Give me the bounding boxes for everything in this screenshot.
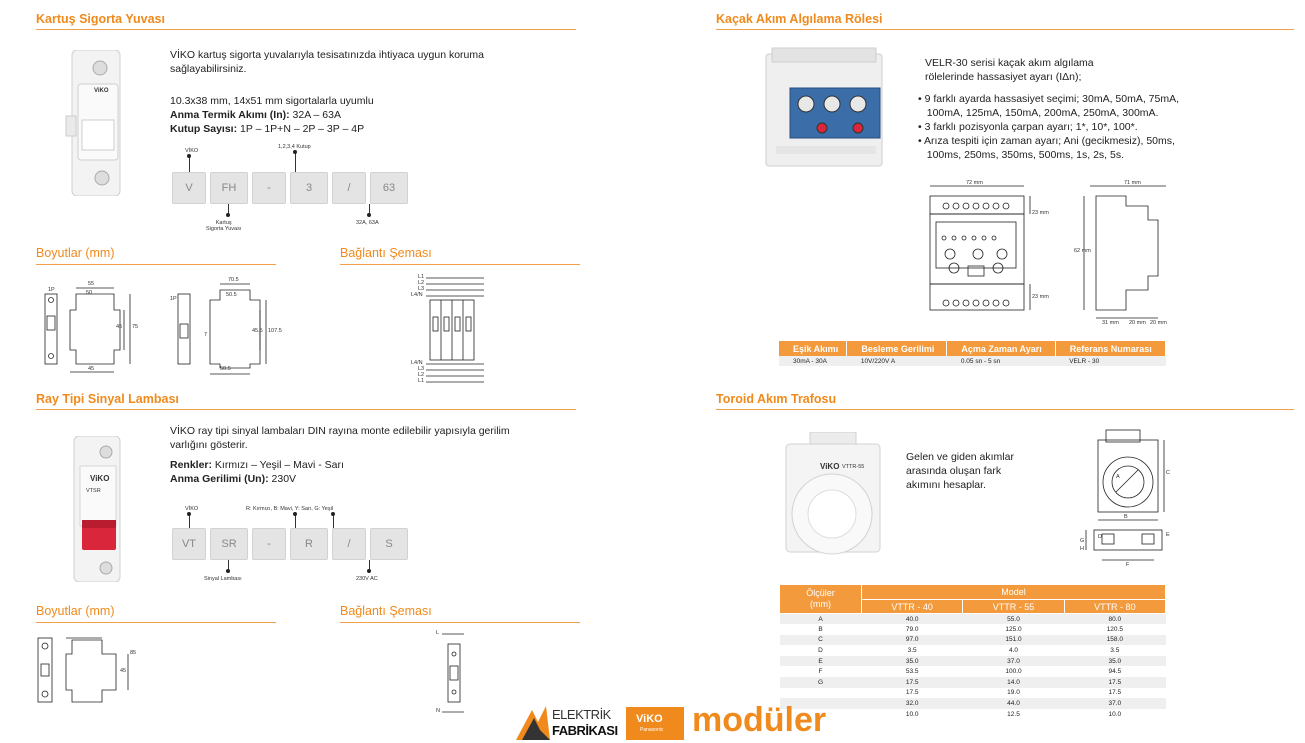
relay-table-cell: 0.05 sn - 5 sn bbox=[947, 356, 1055, 366]
fuse-poles-value: 1P – 1P+N – 2P – 3P – 4P bbox=[237, 123, 365, 135]
toroid-table-cell: 44.0 bbox=[963, 698, 1064, 709]
signal-lamp-image bbox=[66, 436, 130, 582]
relay-device-image bbox=[764, 46, 884, 172]
fuse-code-cell: - bbox=[252, 172, 286, 204]
toroid-table-cell: 3.5 bbox=[1064, 645, 1165, 656]
relay-table-cell: 30mA - 30A bbox=[779, 356, 847, 366]
fuse-code-boxes bbox=[172, 172, 408, 204]
fuse-dim-label: 70.5 bbox=[228, 277, 239, 283]
fuse-code-top-mid: 1,2,3,4 Kutup bbox=[278, 144, 311, 150]
toroid-table-cell: F bbox=[780, 666, 862, 677]
lamp-wiring-title: Bağlantı Şeması bbox=[340, 604, 580, 623]
logo-line-2: FABRİKASI bbox=[552, 723, 618, 738]
toroid-section-title: Toroid Akım Trafosu bbox=[716, 392, 1294, 410]
fuse-wiring-label: L4/N bbox=[411, 360, 423, 366]
toroid-table-cell: 125.0 bbox=[963, 624, 1064, 635]
elektrik-fabrikasi-logo bbox=[516, 705, 626, 741]
toroid-table-cell: 158.0 bbox=[1064, 635, 1165, 646]
lamp-colors-value: Kırmızı – Yeşil – Mavi - Sarı bbox=[212, 459, 344, 471]
fuse-dim-label: 55 bbox=[88, 281, 95, 287]
toroid-table-cell: 17.5 bbox=[1064, 688, 1165, 699]
lamp-voltage bbox=[170, 472, 296, 486]
lamp-wiring-label: L bbox=[436, 630, 440, 636]
fuse-code-cell: / bbox=[332, 172, 366, 204]
toroid-table-cell bbox=[780, 688, 862, 699]
toroid-table-cell: 53.5 bbox=[862, 666, 963, 677]
toroid-table-row bbox=[780, 709, 1166, 720]
toroid-table-cell: 151.0 bbox=[963, 635, 1064, 646]
fuse-wiring-label: L2 bbox=[418, 372, 425, 378]
lamp-code-cell: / bbox=[332, 528, 366, 560]
toroid-table-row bbox=[780, 677, 1166, 688]
toroid-table-cell: 17.5 bbox=[862, 677, 963, 688]
toroid-spec-table bbox=[779, 584, 1166, 719]
toroid-table-cell: 3.5 bbox=[862, 645, 963, 656]
fuse-wiring-label: L1 bbox=[418, 274, 425, 280]
fuse-wiring-label: L3 bbox=[418, 286, 425, 292]
toroid-table-cell: G bbox=[780, 677, 862, 688]
lamp-dims-title: Boyutlar (mm) bbox=[36, 604, 276, 623]
lamp-code-cell: S bbox=[370, 528, 408, 560]
toroid-desc-line: Gelen ve giden akımlar bbox=[906, 451, 1014, 463]
toroid-table-row bbox=[780, 645, 1166, 656]
lamp-code-cell: - bbox=[252, 528, 286, 560]
lamp-section-title: Ray Tipi Sinyal Lambası bbox=[36, 392, 576, 410]
lamp-code-top-mid: R: Kırmızı, B: Mavi, Y: Sarı, G: Yeşil bbox=[246, 506, 334, 512]
toroid-table-row bbox=[780, 614, 1166, 625]
fuse-dimensions-drawing bbox=[40, 277, 282, 380]
fuse-poles-label: Kutup Sayısı: bbox=[170, 123, 238, 135]
fuse-dim-label: 50.5 bbox=[220, 366, 231, 372]
lamp-colors bbox=[170, 458, 344, 472]
toroid-table-cell: 4.0 bbox=[963, 645, 1064, 656]
relay-dim-label: 20 mm bbox=[1129, 320, 1146, 326]
lamp-code-top-left: VİKO bbox=[185, 506, 199, 512]
relay-table-header: Besleme Gerilimi bbox=[847, 341, 947, 356]
relay-spec-table bbox=[779, 341, 1166, 366]
relay-table-header: Açma Zaman Ayarı bbox=[947, 341, 1055, 356]
toroid-table-cell: 19.0 bbox=[963, 688, 1064, 699]
toroid-table-row bbox=[780, 635, 1166, 646]
toroid-table-head-left: Ölçüler (mm) bbox=[780, 585, 862, 614]
toroid-table-cell: 35.0 bbox=[1064, 656, 1165, 667]
fuse-dim-label: 1P bbox=[48, 287, 55, 293]
toroid-table-cell: 79.0 bbox=[862, 624, 963, 635]
toroid-dim-letter: F bbox=[1126, 562, 1130, 568]
lamp-description: VİKO ray tipi sinyal lambaları DIN rayına monte edilebilir yapısıyla gerilim varlığını gösterir. bbox=[170, 425, 510, 451]
toroid-table-cell: 10.0 bbox=[862, 709, 963, 720]
relay-intro-1: VELR-30 serisi kaçak akım algılama bbox=[925, 57, 1094, 69]
fuse-current-value: 32A – 63A bbox=[289, 109, 341, 121]
toroid-table-cell: D bbox=[780, 645, 862, 656]
relay-dim-label: 23 mm bbox=[1032, 210, 1049, 216]
fuse-code-top-left: VİKO bbox=[185, 148, 199, 154]
relay-bullet: • 3 farklı pozisyonla çarpan ayarı; 1*, 10*, 100*. bbox=[918, 121, 1138, 133]
toroid-table-row bbox=[780, 656, 1166, 667]
relay-dimensions-drawing bbox=[924, 178, 1174, 330]
lamp-code-cell: R bbox=[290, 528, 328, 560]
category-title: modüler bbox=[692, 701, 827, 739]
toroid-table-cell: 10.0 bbox=[1064, 709, 1165, 720]
toroid-dim-letter: A bbox=[1116, 474, 1120, 480]
relay-dim-label: 31 mm bbox=[1102, 320, 1119, 326]
relay-table-cell: 10V/220V A bbox=[847, 356, 947, 366]
toroid-table-cell: C bbox=[780, 635, 862, 646]
toroid-table-cell: 37.0 bbox=[1064, 698, 1165, 709]
relay-dim-label: 23 mm bbox=[1032, 294, 1049, 300]
fuse-wiring-label: L1 bbox=[418, 378, 425, 384]
fuse-dim-label: 1P bbox=[170, 296, 177, 302]
lamp-device-brand: ViKO bbox=[90, 474, 110, 483]
fuse-wiring-diagram bbox=[411, 272, 504, 384]
toroid-table-cell: A bbox=[780, 614, 862, 625]
lamp-wiring-label: N bbox=[436, 708, 440, 714]
fuse-dim-label: 75 bbox=[132, 324, 139, 330]
toroid-table-row bbox=[780, 666, 1166, 677]
toroid-device-image bbox=[780, 432, 884, 558]
lamp-device-model: VTSR bbox=[86, 488, 101, 494]
lamp-dim-label: 45 bbox=[120, 668, 127, 674]
lamp-code-cell: SR bbox=[210, 528, 248, 560]
toroid-table-cell: 55.0 bbox=[963, 614, 1064, 625]
toroid-dim-letter: D bbox=[1098, 534, 1102, 540]
relay-intro-2: rölelerinde hassasiyet ayarı (IΔn); bbox=[925, 71, 1082, 83]
fuse-poles bbox=[170, 122, 364, 136]
toroid-device-brand: ViKO bbox=[820, 462, 840, 471]
toroid-table-cell: 94.5 bbox=[1064, 666, 1165, 677]
toroid-table-cell: 35.0 bbox=[862, 656, 963, 667]
fuse-device-brand: ViKO bbox=[94, 88, 109, 94]
toroid-model-header: VTTR - 55 bbox=[963, 600, 1064, 614]
lamp-wiring-diagram bbox=[434, 628, 474, 718]
toroid-table-cell: 32.0 bbox=[862, 698, 963, 709]
lamp-code-boxes bbox=[172, 528, 408, 560]
viko-logo-sub: Panasonic bbox=[640, 727, 664, 733]
fuse-compat: 10.3x38 mm, 14x51 mm sigortalarla uyumlu bbox=[170, 95, 374, 107]
toroid-table-cell: 37.0 bbox=[963, 656, 1064, 667]
toroid-table-cell: B bbox=[780, 624, 862, 635]
toroid-table-cell: 40.0 bbox=[862, 614, 963, 625]
fuse-dim-label: 107.5 bbox=[268, 328, 282, 334]
fuse-holder-image bbox=[62, 50, 130, 196]
toroid-table-head-model: Model bbox=[862, 585, 1166, 600]
fuse-code-cell: FH bbox=[210, 172, 248, 204]
relay-dim-label: 71 mm bbox=[1124, 180, 1141, 186]
toroid-table-row bbox=[780, 624, 1166, 635]
toroid-desc-line: akımını hesaplar. bbox=[906, 479, 986, 491]
toroid-dim-letter: C bbox=[1166, 470, 1170, 476]
toroid-dim-letter: B bbox=[1124, 514, 1128, 520]
relay-table-header: Eşik Akımı bbox=[779, 341, 847, 356]
toroid-table-cell: 80.0 bbox=[1064, 614, 1165, 625]
toroid-desc-line: arasında oluşan fark bbox=[906, 465, 1002, 477]
fuse-dim-label: 50.5 bbox=[226, 292, 237, 298]
relay-dim-label: 62 mm bbox=[1074, 248, 1091, 254]
fuse-dim-label: 45 bbox=[88, 366, 95, 372]
toroid-table-cell: 97.0 bbox=[862, 635, 963, 646]
toroid-model-header: VTTR - 40 bbox=[862, 600, 963, 614]
lamp-voltage-value: 230V bbox=[268, 473, 297, 485]
toroid-dimensions-drawing bbox=[1076, 426, 1180, 572]
fuse-code-cell: 63 bbox=[370, 172, 408, 204]
toroid-table-cell: E bbox=[780, 656, 862, 667]
fuse-code-bottom-right: 32A, 63A bbox=[356, 220, 379, 226]
lamp-code-cell: VT bbox=[172, 528, 206, 560]
toroid-dim-letter: G bbox=[1080, 538, 1085, 544]
fuse-wiring-label: L4/N bbox=[411, 292, 423, 298]
toroid-model-header: VTTR - 80 bbox=[1064, 600, 1165, 614]
relay-bullet: • 9 farklı ayarda hassasiyet seçimi; 30mA, 50mA, 75mA, bbox=[918, 93, 1180, 105]
toroid-table-row bbox=[780, 688, 1166, 699]
toroid-table-row bbox=[780, 698, 1166, 709]
fuse-dim-label: 50 bbox=[86, 290, 93, 296]
fuse-dims-title: Boyutlar (mm) bbox=[36, 246, 276, 265]
fuse-section-title: Kartuş Sigorta Yuvası bbox=[36, 12, 576, 30]
relay-bullet: 100mA, 125mA, 150mA, 200mA, 250mA, 300mA. bbox=[918, 107, 1159, 119]
logo-line-1: ELEKTRİK bbox=[552, 707, 611, 722]
relay-table-header: Referans Numarası bbox=[1055, 341, 1165, 356]
toroid-table-cell: 17.5 bbox=[1064, 677, 1165, 688]
fuse-current bbox=[170, 108, 341, 122]
toroid-table-cell: 12.5 bbox=[963, 709, 1064, 720]
fuse-wiring-title: Bağlantı Şeması bbox=[340, 246, 580, 265]
fuse-wiring-label: L3 bbox=[418, 366, 425, 372]
fuse-code-cell: 3 bbox=[290, 172, 328, 204]
relay-table-cell: VELR - 30 bbox=[1055, 356, 1165, 366]
toroid-dim-letter: E bbox=[1166, 532, 1170, 538]
lamp-dimensions-drawing bbox=[36, 636, 146, 706]
lamp-dim-label: 85 bbox=[130, 650, 137, 656]
relay-bullet: • Arıza tespiti için zaman ayarı; Ani (gecikmesiz), 50ms, bbox=[918, 135, 1175, 147]
toroid-dim-letter: H bbox=[1080, 546, 1084, 552]
toroid-table-cell: 17.5 bbox=[862, 688, 963, 699]
fuse-dim-label: 45 bbox=[116, 324, 123, 330]
lamp-code-bottom-right: 230V AC bbox=[356, 576, 378, 582]
toroid-table-cell: 14.0 bbox=[963, 677, 1064, 688]
fuse-description: VİKO kartuş sigorta yuvalarıyla tesisatınızda ihtiyaca uygun koruma sağlayabilirsiniz. bbox=[170, 49, 484, 75]
fuse-code-cell: V bbox=[172, 172, 206, 204]
fuse-code-bottom-left: Kartuş Sigorta Yuvası bbox=[206, 220, 242, 232]
fuse-current-label: Anma Termik Akımı (In): bbox=[170, 109, 290, 121]
fuse-dim-label: 7 bbox=[204, 332, 208, 338]
toroid-device-model: VTTR-55 bbox=[842, 464, 865, 470]
toroid-table-cell: 100.0 bbox=[963, 666, 1064, 677]
lamp-colors-label: Renkler: bbox=[170, 459, 213, 471]
lamp-voltage-label: Anma Gerilimi (Un): bbox=[170, 473, 269, 485]
relay-bullet: 100ms, 250ms, 350ms, 500ms, 1s, 2s, 5s. bbox=[918, 149, 1125, 161]
lamp-code-bottom-left: Sinyal Lambası bbox=[204, 576, 242, 582]
relay-dim-label: 20 mm bbox=[1150, 320, 1167, 326]
toroid-table-cell: 120.5 bbox=[1064, 624, 1165, 635]
fuse-dim-label: 45.5 bbox=[252, 328, 263, 334]
relay-dim-label: 72 mm bbox=[966, 180, 983, 186]
fuse-wiring-label: L2 bbox=[418, 280, 425, 286]
viko-logo bbox=[626, 707, 684, 740]
viko-logo-text: ViKO bbox=[636, 713, 663, 725]
relay-section-title: Kaçak Akım Algılama Rölesi bbox=[716, 12, 1294, 30]
